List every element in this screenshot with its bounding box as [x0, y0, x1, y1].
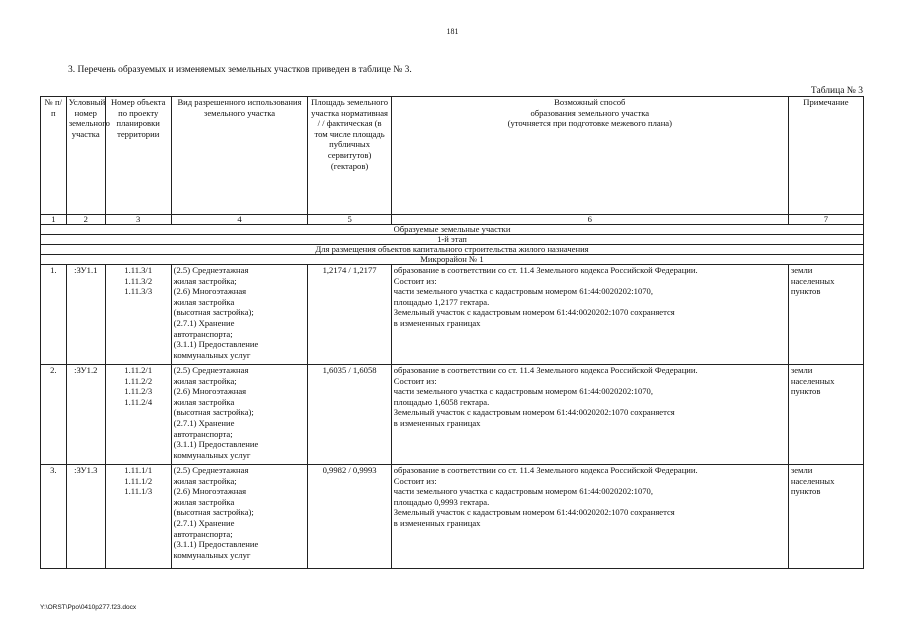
use-line: (2.7.1) Хранение: [173, 317, 235, 328]
note: [788, 365, 863, 465]
use-line: (2.6) Многоэтажная: [173, 386, 247, 397]
formation-method: [391, 265, 788, 365]
use-line: (2.7.1) Хранение: [173, 517, 235, 528]
parcel-number: :ЗУ1.3: [66, 465, 105, 569]
use-line: жилая застройка;: [173, 275, 237, 286]
note-line: земли: [790, 265, 813, 275]
method-line: образование в соответствии со ст. 11.4 Земельного кодекса Российской Федерации.: [393, 365, 698, 375]
object-number: 1.11.3/1: [124, 265, 153, 275]
use-line: жилая застройка;: [173, 475, 237, 486]
note-line: земли: [790, 365, 813, 375]
note-line: пунктов: [790, 386, 821, 397]
parcel-number: :ЗУ1.1: [66, 265, 105, 365]
row-number: 3.: [41, 465, 67, 569]
note: [788, 265, 863, 365]
use-line: (2.5) Среднеэтажная: [173, 365, 249, 375]
header-method-line: Возможный способ: [554, 97, 626, 107]
use-line: (высотная застройка);: [173, 307, 254, 318]
use-line: (2.6) Многоэтажная: [173, 286, 247, 297]
header-method-line: (уточняется при подготовке межевого плана): [507, 118, 672, 129]
note-line: населенных: [790, 475, 835, 486]
use-line: (2.5) Среднеэтажная: [173, 265, 249, 275]
land-parcels-table: [40, 96, 864, 569]
section-title: Образуемые земельные участки: [41, 225, 864, 235]
note: [788, 465, 863, 569]
use-line: жилая застройка: [173, 496, 235, 507]
column-number: 5: [308, 215, 391, 225]
object-numbers: [105, 365, 171, 465]
permitted-use: [171, 465, 308, 569]
method-line: образование в соответствии со ст. 11.4 Земельного кодекса Российской Федерации.: [393, 265, 698, 275]
use-line: жилая застройка: [173, 396, 235, 407]
object-number: 1.11.3/2: [124, 275, 153, 286]
table-row: [41, 465, 864, 569]
use-line: (высотная застройка);: [173, 407, 254, 418]
row-number: 1.: [41, 265, 67, 365]
column-number: 6: [391, 215, 788, 225]
use-line: коммунальных услуг: [173, 449, 251, 460]
header-use: Вид разрешенного использования земельного участка: [171, 97, 308, 215]
intro-text: 3. Перечень образуемых и изменяемых земельных участков приведен в таблице № 3.: [68, 65, 412, 75]
use-line: (2.5) Среднеэтажная: [173, 465, 249, 475]
method-line: Состоит из:: [393, 275, 437, 286]
object-number: 1.11.2/4: [124, 396, 153, 407]
method-line: площадью 0,9993 гектара.: [393, 496, 490, 507]
parcel-number: :ЗУ1.2: [66, 365, 105, 465]
use-line: автотранспорта;: [173, 528, 233, 539]
use-line: коммунальных услуг: [173, 549, 251, 560]
formation-method: [391, 465, 788, 569]
use-line: жилая застройка;: [173, 375, 237, 386]
header-parcel: Условный номер земельного участка: [66, 97, 105, 215]
table-row: [41, 365, 864, 465]
method-line: Состоит из:: [393, 375, 437, 386]
use-line: коммунальных услуг: [173, 349, 251, 360]
method-line: в измененных границах: [393, 317, 481, 328]
method-line: Земельный участок с кадастровым номером 61:44:0020202:1070 сохраняется: [393, 407, 675, 418]
parcel-area: 1,2174 / 1,2177: [308, 265, 391, 365]
stage-title: 1-й этап: [41, 235, 864, 245]
object-number: 1.11.2/1: [124, 365, 153, 375]
column-number: 1: [41, 215, 67, 225]
method-line: площадью 1,2177 гектара.: [393, 296, 490, 307]
use-line: (3.1.1) Предоставление: [173, 539, 259, 550]
method-line: Земельный участок с кадастровым номером 61:44:0020202:1070 сохраняется: [393, 507, 675, 518]
column-number: 4: [171, 215, 308, 225]
use-line: (высотная застройка);: [173, 507, 254, 518]
object-number: 1.11.2/3: [124, 386, 153, 397]
note-line: пунктов: [790, 486, 821, 497]
object-number: 1.11.2/2: [124, 375, 153, 386]
use-line: (3.1.1) Предоставление: [173, 339, 259, 350]
use-line: автотранспорта;: [173, 428, 233, 439]
method-line: части земельного участка с кадастровым номером 61:44:0020202:1070,: [393, 286, 653, 297]
object-number: 1.11.3/3: [124, 286, 153, 297]
section-row: [41, 255, 864, 265]
header-row: [41, 97, 864, 215]
header-note: Примечание: [788, 97, 863, 215]
object-number: 1.11.1/2: [124, 475, 153, 486]
permitted-use: [171, 265, 308, 365]
object-numbers: [105, 465, 171, 569]
header-method-line: образования земельного участка: [530, 107, 650, 118]
column-number: 3: [105, 215, 171, 225]
use-line: (3.1.1) Предоставление: [173, 439, 259, 450]
page-number: 181: [446, 27, 459, 36]
use-line: (2.6) Многоэтажная: [173, 486, 247, 497]
formation-method: [391, 365, 788, 465]
object-numbers: [105, 265, 171, 365]
table-row: [41, 265, 864, 365]
section-row: [41, 225, 864, 235]
note-line: населенных: [790, 275, 835, 286]
header-area: Площадь земельного участка нормативная / / фактическая (в том числе площадь публичных сервитутов) (гектаров): [308, 97, 391, 215]
use-line: жилая застройка: [173, 296, 235, 307]
method-line: части земельного участка с кадастровым номером 61:44:0020202:1070,: [393, 386, 653, 397]
object-number: 1.11.1/3: [124, 486, 153, 497]
header-object: Номер объекта по проекту планировки территории: [105, 97, 171, 215]
method-line: части земельного участка с кадастровым номером 61:44:0020202:1070,: [393, 486, 653, 497]
parcel-area: 1,6035 / 1,6058: [308, 365, 391, 465]
column-number: 7: [788, 215, 863, 225]
method-line: Состоит из:: [393, 475, 437, 486]
section-row: [41, 245, 864, 255]
method-line: в измененных границах: [393, 417, 481, 428]
permitted-use: [171, 365, 308, 465]
purpose-title: Для размещения объектов капитального строительства жилого назначения: [41, 245, 864, 255]
method-line: Земельный участок с кадастровым номером 61:44:0020202:1070 сохраняется: [393, 307, 675, 318]
object-number: 1.11.1/1: [124, 465, 153, 475]
note-line: пунктов: [790, 286, 821, 297]
column-number-row: [41, 215, 864, 225]
use-line: автотранспорта;: [173, 328, 233, 339]
row-number: 2.: [41, 365, 67, 465]
header-method: [391, 97, 788, 215]
use-line: (2.7.1) Хранение: [173, 417, 235, 428]
footer-file-path: Y:\ORST\Ppo\0410p277.f23.docx: [40, 604, 137, 611]
district-title: Микрорайон № 1: [41, 255, 864, 265]
method-line: образование в соответствии со ст. 11.4 Земельного кодекса Российской Федерации.: [393, 465, 698, 475]
note-line: земли: [790, 465, 813, 475]
note-line: населенных: [790, 375, 835, 386]
header-num: № п/п: [41, 97, 67, 215]
table-caption: Таблица № 3: [810, 86, 863, 96]
column-number: 2: [66, 215, 105, 225]
parcel-area: 0,9982 / 0,9993: [308, 465, 391, 569]
section-row: [41, 235, 864, 245]
method-line: в измененных границах: [393, 517, 481, 528]
method-line: площадью 1,6058 гектара.: [393, 396, 490, 407]
